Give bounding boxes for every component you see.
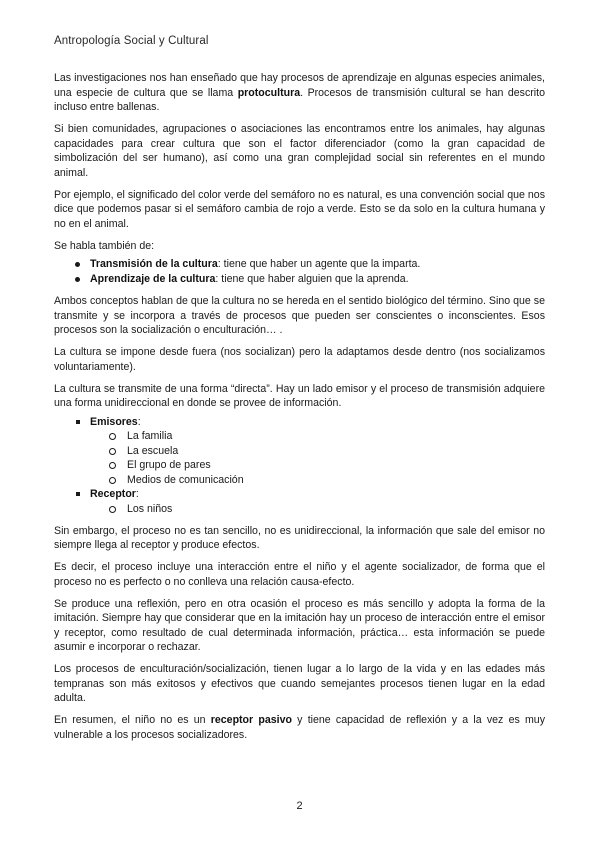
sublist-item-text: La familia [127,430,173,443]
sublist-emisores [90,429,545,487]
sublist-item-text: Medios de comunicación [127,473,244,486]
sublist-item [90,502,545,517]
circle-bullet-icon [109,448,116,455]
circle-bullet-icon [109,506,116,513]
document-body [54,71,545,750]
paragraph-comunidades: Si bien comunidades, agrupaciones o asociaciones las encontramos entre los animales, hay algunas capacidades para crear cultura que son el factor diferenciador (como la gran capacidad de simbolización del ser humano), así como una gran complejidad social sin referentes en el mundo animal. [54,123,545,179]
list-item-text: : tiene que haber alguien que la aprenda. [215,273,409,285]
paragraph-text: En resumen, el niño no es un [54,714,211,727]
list-item [54,257,545,272]
bold-term-receptor: Receptor [90,488,136,501]
sublist-item [90,429,545,444]
sublist-item [90,473,545,488]
list-item-text: : tiene que haber un agente que la imparta. [217,258,421,270]
square-bullet-icon [76,420,80,424]
colon: : [137,415,141,428]
paragraph-protocultura [54,71,545,115]
bold-term-receptor-pasivo: receptor pasivo [210,714,292,727]
paragraph-reflexion: Se produce una reflexión, pero en otra ocasión el proceso es más sencillo y adopta la forma de la imitación. Siempre hay que considerar que en la imitación hay un proceso de interacción entre el emisor y receptor, como resultado de cual determinada información, práctica… esta información se puede asumir e incorporar o rechazar. [54,597,545,654]
bold-term-emisores: Emisores [90,415,138,428]
list-item [54,272,545,287]
list-item-emisores [54,415,545,488]
paragraph-cultura-impone: La cultura se impone desde fuera (nos socializan) pero la adaptamos desde dentro (nos socializamos voluntariamente). [54,346,545,373]
paragraph-semaforo: Por ejemplo, el significado del color verde del semáforo no es natural, es una convención social que nos dice que podemos pasar si el semáforo cambia de rojo a verde. Esto se da solo en la cultura humana y no en el animal. [54,188,545,230]
paragraph-sin-embargo: Sin embargo, el proceso no es tan sencillo, no es unidireccional, la información que sale del emisor no siempre llega al receptor y produce efectos. [54,524,545,552]
page-header-title: Antropología Social y Cultural [54,35,209,47]
sublist-receptor [90,502,545,517]
paragraph-resumen [54,713,545,742]
sublist-item-text: La escuela [127,444,179,457]
list-item-receptor [54,487,545,516]
square-list-emisor-receptor [54,415,545,517]
square-bullet-icon [76,492,80,496]
paragraph-se-habla: Se habla también de: [54,239,155,252]
paragraph-text: Las investigaciones nos han enseñado que hay procesos de aprendizaje en algunas especies animales, una especie de cultura que se llama [54,72,545,99]
bold-term: Transmisión de la cultura [90,258,218,270]
circle-bullet-icon [109,433,116,440]
bold-term-protocultura: protocultura [237,86,301,99]
paragraph-text: . Procesos de transmisión cultural se han descrito incluso entre ballenas. [54,86,545,113]
circle-bullet-icon [109,462,116,469]
paragraph-ambos-conceptos: Ambos conceptos hablan de que la cultura no se hereda en el sentido biológico del término. Sino que se transmite y se incorpora a través de procesos que pueden ser conscientes o inconscientes. Esos procesos son la socialización o enculturación… . [54,295,545,336]
bold-term: Aprendizaje de la cultura [90,273,216,285]
sublist-item [90,444,545,459]
paragraph-transmision-directa: La cultura se transmite de una forma “directa”. Hay un lado emisor y el proceso de transmisión adquiere una forma unidireccional en donde se provee de información. [54,382,545,409]
sublist-item [90,458,545,473]
bullet-list-conceptos [54,257,545,287]
circle-bullet-icon [109,477,116,484]
colon: : [135,488,139,501]
paragraph-enculturacion: Los procesos de enculturación/socialización, tienen lugar a lo largo de la vida y en las edades más tempranas son más exitosos y efectivos que cuando semejantes procesos tienen lugar en la edad adulta. [54,663,545,705]
paragraph-es-decir: Es decir, el proceso incluye una interacción entre el niño y el agente socializador, de forma que el proceso no es perfecto o no conlleva una relación causa-efecto. [54,561,545,588]
paragraph-text: y tiene capacidad de reflexión y a la vez es muy vulnerable a los procesos socializadores. [54,714,545,741]
page-number: 2 [296,800,303,812]
sublist-item-text: El grupo de pares [127,459,211,472]
sublist-item-text: Los niños [127,503,173,516]
